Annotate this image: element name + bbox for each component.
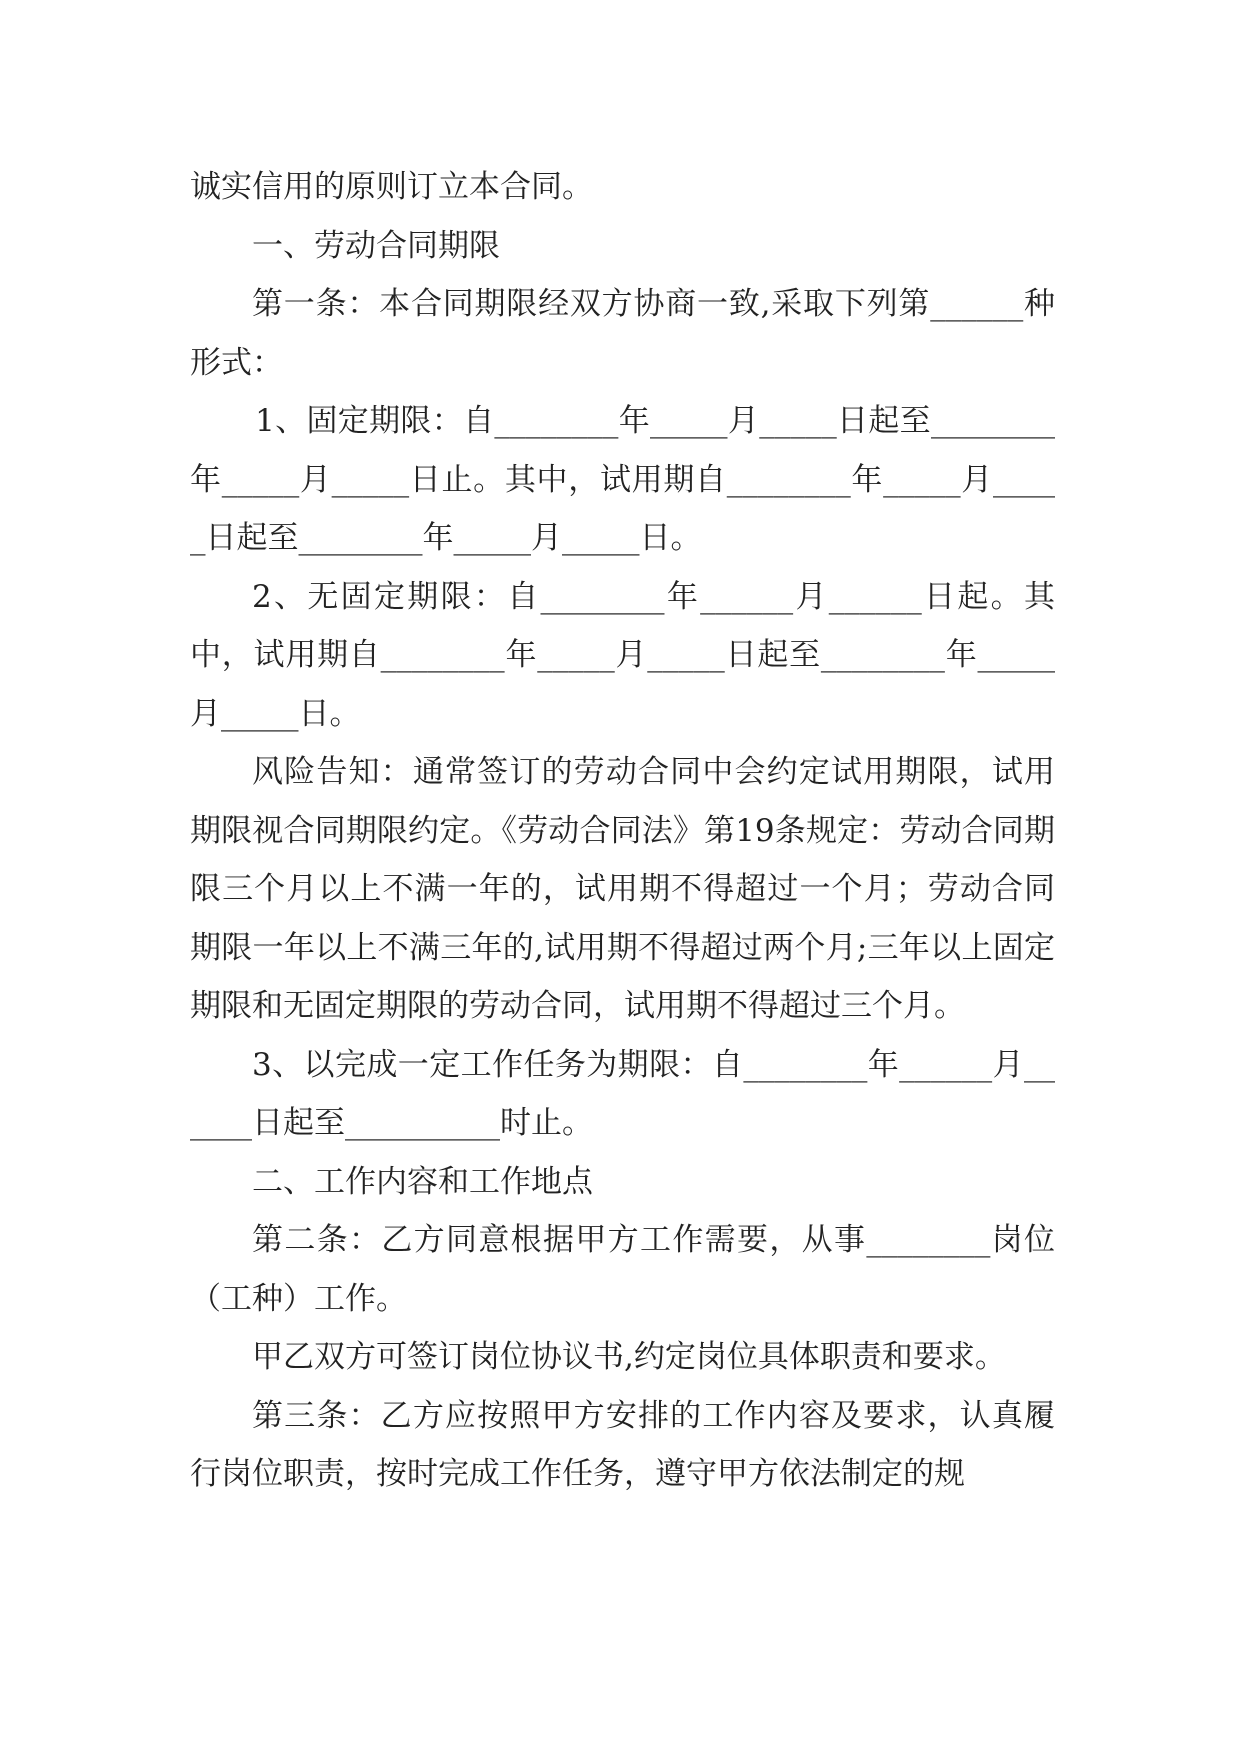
article-1: 第一条：本合同期限经双方协商一致,采取下列第______种形式：: [190, 286, 1055, 381]
article-2: 第二条：乙方同意根据甲方工作需要，从事________岗位（工种）工作。: [190, 1222, 1055, 1317]
post-agreement-paragraph: 甲乙双方可签订岗位协议书,约定岗位具体职责和要求。: [252, 1339, 1006, 1375]
clause-fixed-term: 1、固定期限：自________年_____月_____日起至________年_____月_____日止。其中，试用期自________年_____月_____日起至________年_____月_____日。: [190, 403, 1055, 556]
risk-notice: 风险告知：通常签订的劳动合同中会约定试用期限，试用期限视合同期限约定。《劳动合同法》第19条规定：劳动合同期限三个月以上不满一年的，试用期不得超过一个月；劳动合同期限一年以上不满三年的,试用期不得超过两个月;三年以上固定期限和无固定期限的劳动合同，试用期不得超过三个月。: [190, 754, 1055, 1024]
document-body: [190, 158, 1055, 1504]
section-heading-contract-term: 一、劳动合同期限: [252, 227, 500, 264]
paragraph-continuation: 诚实信用的原则订立本合同。: [190, 169, 593, 205]
section-heading-work-content: 二、工作内容和工作地点: [252, 1163, 593, 1200]
article-3: 第三条：乙方应按照甲方安排的工作内容及要求，认真履行岗位职责，按时完成工作任务，遵守甲方依法制定的规: [190, 1397, 1055, 1492]
clause-open-term: 2、无固定期限：自________年______月______日起。其中，试用期自________年_____月_____日起至________年_____月_____日。: [190, 578, 1055, 732]
clause-task-term: 3、以完成一定工作任务为期限：自________年______月______日起至__________时止。: [190, 1046, 1055, 1141]
